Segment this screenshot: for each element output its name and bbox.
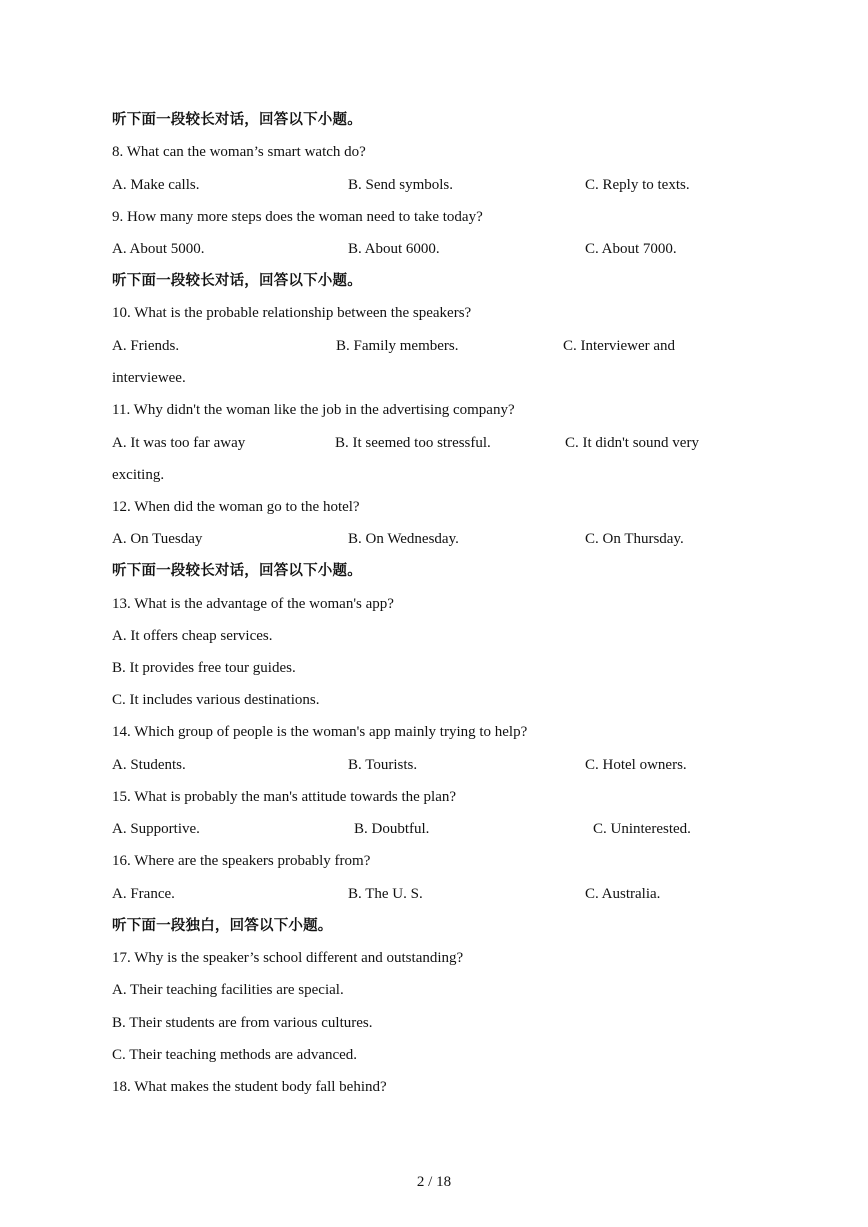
q11-option-c: C. It didn't sound very: [565, 435, 699, 451]
q9-option-a: A. About 5000.: [112, 241, 205, 257]
q15-option-c: C. Uninterested.: [593, 821, 691, 837]
q17-option-a: A. Their teaching facilities are special.: [112, 982, 344, 998]
section-instruction: 听下面一段较长对话，回答以下小题。: [112, 563, 362, 579]
q14-option-c: C. Hotel owners.: [585, 757, 687, 773]
q11-option-a: A. It was too far away: [112, 435, 246, 451]
question-9: 9. How many more steps does the woman need to take today?: [112, 209, 483, 225]
q13-option-b: B. It provides free tour guides.: [112, 660, 296, 676]
q8-option-a: A. Make calls.: [112, 177, 200, 193]
q10-option-c-continued: interviewee.: [112, 370, 186, 386]
q10-option-c: C. Interviewer and: [563, 338, 676, 354]
q16-option-c: C. Australia.: [585, 886, 661, 902]
q8-option-b: B. Send symbols.: [348, 177, 454, 193]
section-instruction: 听下面一段较长对话，回答以下小题。: [112, 112, 362, 128]
q17-option-b: B. Their students are from various cultures.: [112, 1015, 373, 1031]
q12-option-a: A. On Tuesday: [112, 531, 203, 547]
question-10: 10. What is the probable relationship between the speakers?: [112, 305, 472, 321]
q13-option-a: A. It offers cheap services.: [112, 628, 273, 644]
q10-option-b: B. Family members.: [336, 338, 459, 354]
question-13: 13. What is the advantage of the woman's app?: [112, 596, 394, 612]
q15-option-b: B. Doubtful.: [354, 821, 430, 837]
section-instruction: 听下面一段较长对话，回答以下小题。: [112, 273, 362, 289]
question-11: 11. Why didn't the woman like the job in the advertising company?: [112, 402, 515, 418]
question-14: 14. Which group of people is the woman's app mainly trying to help?: [112, 724, 528, 740]
q10-option-a: A. Friends.: [112, 338, 180, 354]
q14-option-b: B. Tourists.: [348, 757, 418, 773]
q9-option-c: C. About 7000.: [585, 241, 677, 257]
q11-option-b: B. It seemed too stressful.: [335, 435, 491, 451]
q12-option-b: B. On Wednesday.: [348, 531, 459, 547]
q16-option-a: A. France.: [112, 886, 175, 902]
q16-option-b: B. The U. S.: [348, 886, 423, 902]
question-15: 15. What is probably the man's attitude towards the plan?: [112, 789, 457, 805]
q12-option-c: C. On Thursday.: [585, 531, 684, 547]
q8-option-c: C. Reply to texts.: [585, 177, 690, 193]
question-16: 16. Where are the speakers probably from?: [112, 853, 371, 869]
q11-option-c-continued: exciting.: [112, 467, 165, 483]
q15-option-a: A. Supportive.: [112, 821, 200, 837]
page-number: 2 / 18: [416, 1174, 452, 1190]
q17-option-c: C. Their teaching methods are advanced.: [112, 1047, 358, 1063]
q14-option-a: A. Students.: [112, 757, 186, 773]
q13-option-c: C. It includes various destinations.: [112, 692, 320, 708]
question-8: 8. What can the woman’s smart watch do?: [112, 144, 366, 160]
q9-option-b: B. About 6000.: [348, 241, 440, 257]
section-instruction: 听下面一段独白，回答以下小题。: [112, 918, 333, 934]
question-17: 17. Why is the speaker’s school different and outstanding?: [112, 950, 464, 966]
question-12: 12. When did the woman go to the hotel?: [112, 499, 360, 515]
question-18: 18. What makes the student body fall behind?: [112, 1079, 387, 1095]
